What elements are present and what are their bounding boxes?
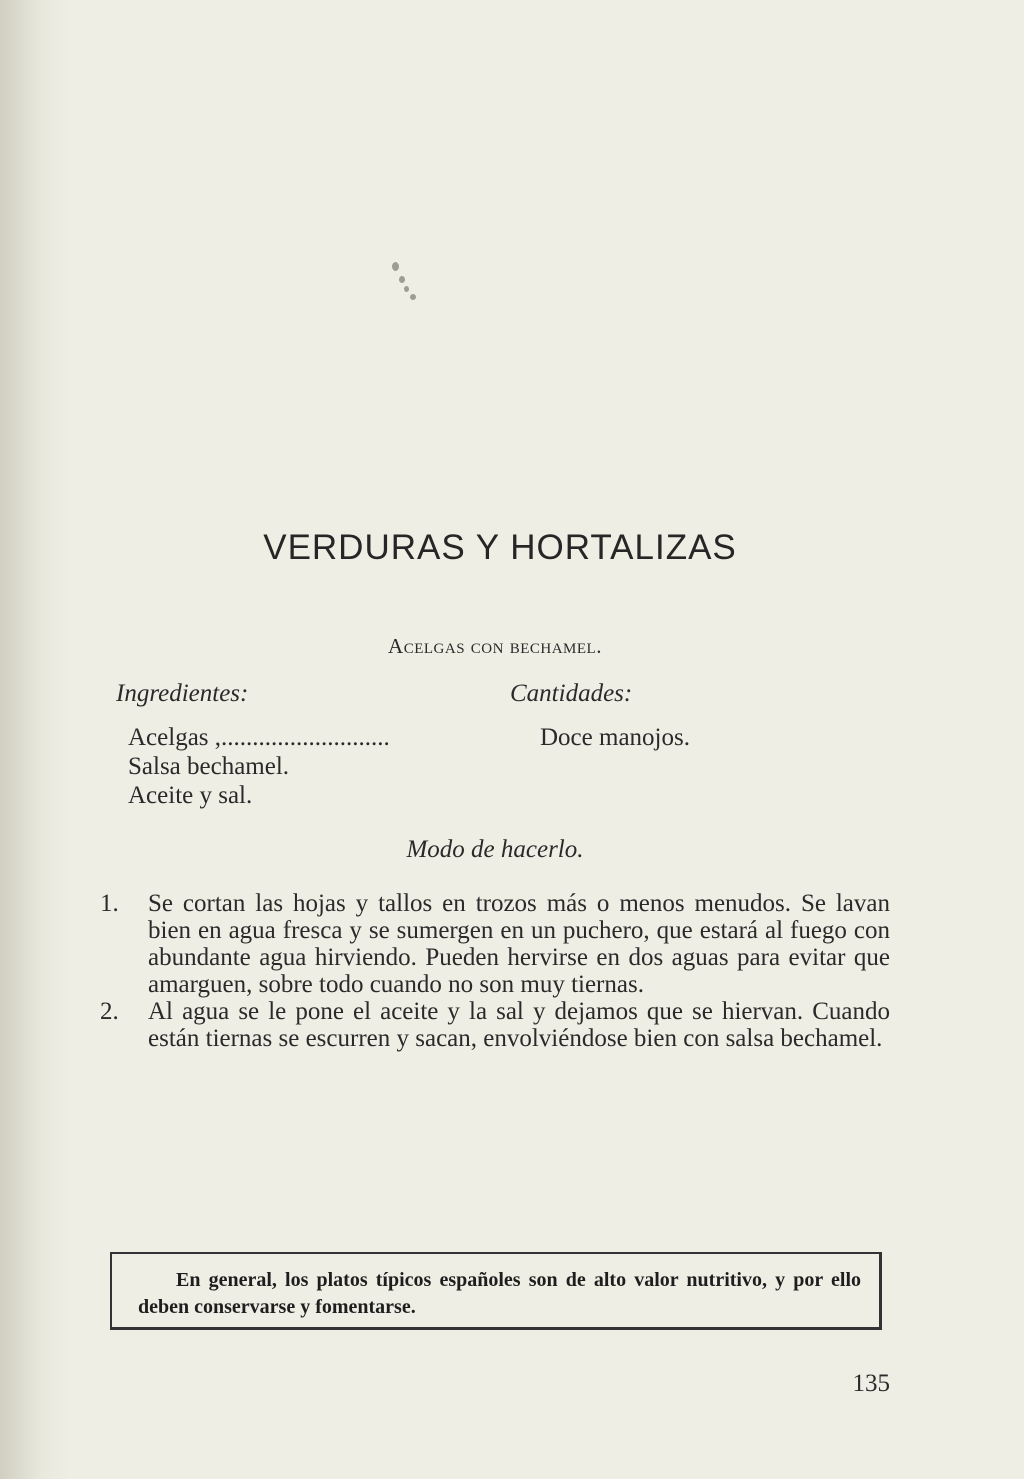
- recipe-title: Acelgas con bechamel.: [388, 634, 602, 658]
- note-text: En general, los platos típicos españoles son de alto valor nutritivo, y por ello deben conservarse y fomentarse.: [138, 1269, 861, 1318]
- step-item: [100, 890, 890, 998]
- step-number: 1.: [100, 890, 119, 917]
- page-edge-shadow: [0, 0, 70, 1479]
- note-box: [110, 1252, 882, 1330]
- step-text: Al agua se le pone el aceite y la sal y dejamos que se hiervan. Cuando están tiernas se escurren y sacan, envolviéndose bien con salsa bechamel.: [148, 998, 890, 1052]
- chapter-title: VERDURAS Y HORTALIZAS: [263, 528, 737, 567]
- ingredient-item: Salsa bechamel.: [128, 753, 290, 780]
- step-number: 2.: [100, 998, 119, 1025]
- ingredient-item: Acelgas ,...........................: [128, 724, 390, 751]
- quantities-heading: Cantidades:: [510, 680, 633, 707]
- step-text: Se cortan las hojas y tallos en trozos más o menos menudos. Se lavan bien en agua fresca y se sumergen en un puchero, que estará al fuego con abundante agua hirviendo. Pueden hervirse en dos aguas para evitar que amarguen, sobre todo cuando no son muy tiernas.: [148, 890, 890, 998]
- quantity-item: Doce manojos.: [540, 724, 690, 751]
- step-item: [100, 998, 890, 1052]
- page-number: 135: [852, 1370, 890, 1397]
- ingredient-item: Aceite y sal.: [128, 782, 253, 809]
- ink-speck: [410, 294, 416, 300]
- method-heading: Modo de hacerlo.: [406, 836, 584, 863]
- ink-speck: [399, 276, 405, 283]
- method-steps: [100, 890, 890, 1052]
- ink-speck: [392, 262, 399, 271]
- ingredients-heading: Ingredientes:: [116, 680, 249, 707]
- ink-speck: [404, 286, 409, 292]
